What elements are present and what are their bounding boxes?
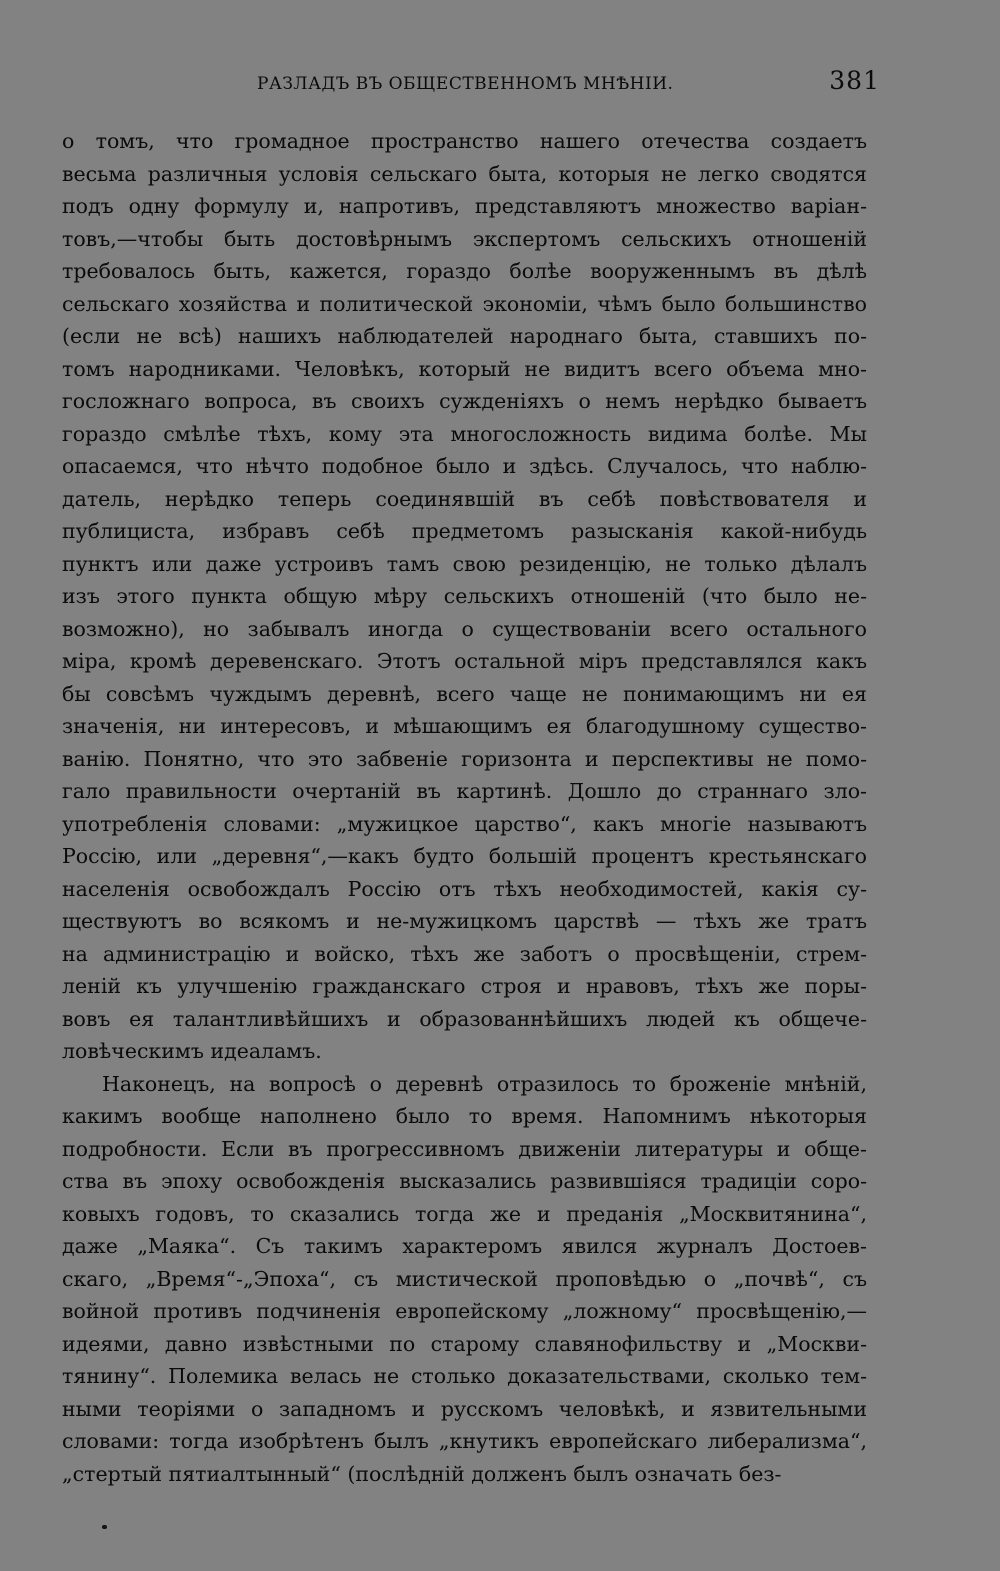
running-title: РАЗЛАДЪ ВЪ ОБЩЕСТВЕННОМЪ МНѢНІИ.: [257, 74, 674, 94]
text-line: (если не всѣ) нашихъ наблюдателей народнаго быта, ставшихъ по-: [62, 324, 867, 348]
text-line: словами: тогда изобрѣтенъ былъ „кнутикъ европейскаго либерализма“,: [62, 1429, 867, 1453]
text-line: войной противъ подчиненія европейскому „ложному“ просвѣщенію,—: [62, 1299, 867, 1323]
paragraph: [62, 1068, 867, 1491]
text-line: міра, кромѣ деревенскаго. Этотъ остальной міръ представлялся какъ: [62, 649, 867, 673]
text-line: подробности. Если въ прогрессивномъ движеніи литературы и обще-: [62, 1136, 867, 1161]
text-line: томъ народниками. Человѣкъ, который не видитъ всего объема мно-: [62, 356, 867, 381]
text-line: леній къ улучшенію гражданскаго строя и нравовъ, тѣхъ же поры-: [62, 974, 867, 998]
text-line: бы совсѣмъ чуждымъ деревнѣ, всего чаще не понимающимъ ни ея: [62, 681, 867, 706]
text-line: подъ одну формулу и, напротивъ, представляютъ множество варіан-: [62, 194, 867, 218]
text-line: „стертый пятиалтынный“ (послѣдній долженъ былъ означать без-: [62, 1461, 782, 1486]
text-line: тянину“. Полемика велась не столько доказательствами, сколько тем-: [62, 1364, 867, 1388]
text-line: ловѣческимъ идеаламъ.: [62, 1039, 322, 1063]
paragraph: [62, 125, 867, 1068]
text-line: опасаемся, что нѣчто подобное было и здѣсь. Случалось, что наблю-: [62, 454, 867, 478]
text-line: весьма различныя условія сельскаго быта, которыя не легко сводятся: [62, 161, 867, 186]
text-line: госложнаго вопроса, въ своихъ сужденіяхъ о немъ нерѣдко бываетъ: [62, 389, 867, 413]
text-line: ковыхъ годовъ, то сказались тогда же и преданія „Москвитянина“,: [62, 1201, 867, 1226]
text-line: населенія освобождалъ Россію отъ тѣхъ необходимостей, какія су-: [62, 876, 867, 901]
text-line: гало правильности очертаній въ картинѣ. Дошло до страннаго зло-: [62, 779, 867, 803]
text-line: датель, нерѣдко теперь соединявшій въ себѣ повѣствователя и: [62, 486, 867, 511]
text-line: вовъ ея талантливѣйшихъ и образованнѣйшихъ людей къ общече-: [62, 1006, 867, 1031]
text-line: сельскаго хозяйства и политической экономіи, чѣмъ было большинство: [62, 291, 867, 316]
text-line: публициста, избравъ себѣ предметомъ разысканія какой-нибудь: [62, 519, 867, 543]
text-line: ства въ эпоху освобожденія высказались развившіяся традиціи соро-: [62, 1169, 867, 1193]
page-number: 381: [829, 66, 880, 95]
text-line: возможно), но забывалъ иногда о существованіи всего остального: [62, 616, 867, 641]
text-line: требовалось быть, кажется, гораздо болѣе вооруженнымъ въ дѣлѣ: [62, 259, 867, 283]
text-line: гораздо смѣлѣе тѣхъ, кому эта многосложность видима болѣе. Мы: [62, 421, 867, 446]
print-speck: [102, 1525, 107, 1529]
body-text: [62, 125, 867, 1490]
text-line: о томъ, что громадное пространство нашего отечества создаетъ: [62, 129, 867, 153]
text-line: какимъ вообще наполнено было то время. Напомнимъ нѣкоторыя: [62, 1104, 867, 1128]
text-line: идеями, давно извѣстными по старому славянофильству и „Москви-: [62, 1331, 867, 1356]
text-line: товъ,—чтобы быть достовѣрнымъ экспертомъ сельскихъ отношеній: [62, 226, 867, 251]
text-line: ванію. Понятно, что это забвеніе горизонта и перспективы не помо-: [62, 746, 867, 771]
text-line: Россію, или „деревня“,—какъ будто большій процентъ крестьянскаго: [62, 844, 867, 868]
text-line: на администрацію и войско, тѣхъ же заботъ о просвѣщеніи, стрем-: [62, 941, 867, 966]
text-line: пунктъ или даже устроивъ тамъ свою резиденцію, не только дѣлалъ: [62, 551, 867, 576]
text-line: даже „Маяка“. Съ такимъ характеромъ явился журналъ Достоев-: [62, 1234, 867, 1258]
text-line: изъ этого пункта общую мѣру сельскихъ отношеній (что было не-: [62, 584, 867, 608]
text-line: Наконецъ, на вопросѣ о деревнѣ отразилось то броженіе мнѣній,: [102, 1071, 867, 1096]
text-line: ществуютъ во всякомъ и не-мужицкомъ царствѣ — тѣхъ же тратъ: [62, 909, 867, 933]
text-line: ными теоріями о западномъ и русскомъ человѣкѣ, и язвительными: [62, 1396, 867, 1421]
text-line: употребленія словами: „мужицкое царство“, какъ многіе называютъ: [62, 811, 867, 836]
running-head: [62, 66, 880, 102]
text-line: значенія, ни интересовъ, и мѣшающимъ ея благодушному существо-: [62, 714, 867, 738]
text-line: скаго, „Время“-„Эпоха“, съ мистической проповѣдью о „почвѣ“, съ: [62, 1266, 867, 1291]
